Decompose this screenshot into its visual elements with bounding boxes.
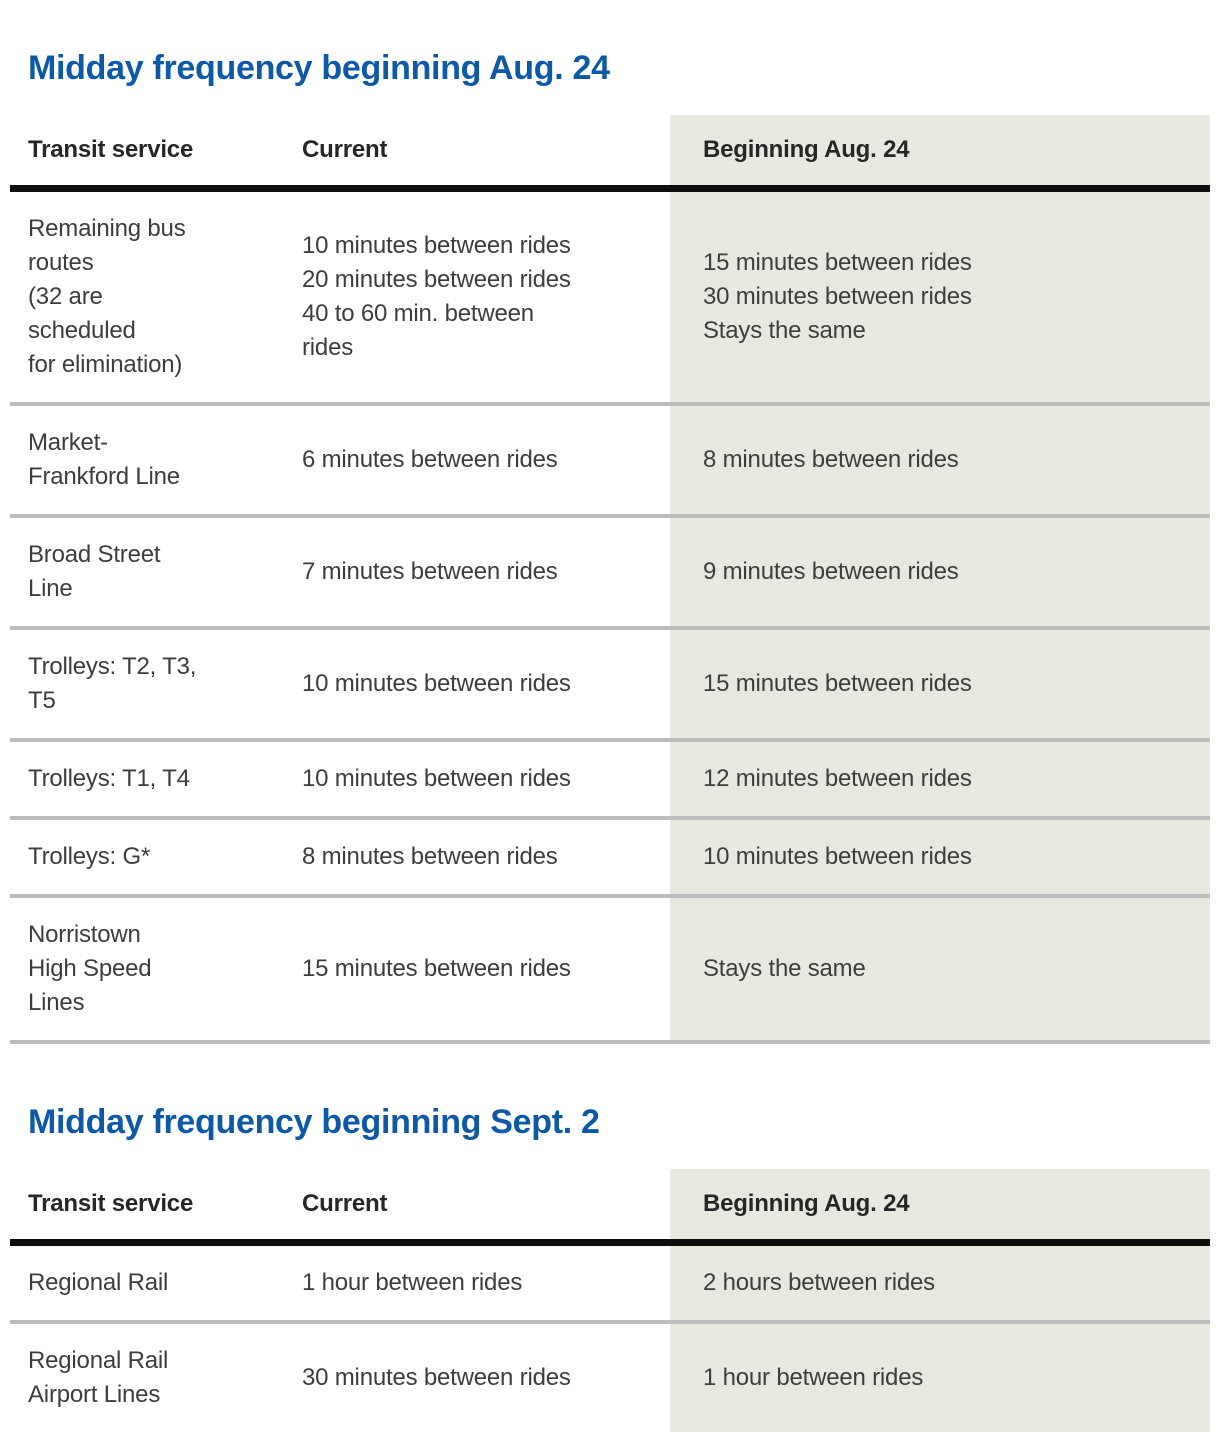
table-row: [10, 518, 1210, 630]
cell-line: T5: [28, 687, 56, 714]
transit-service-cell: [10, 630, 292, 738]
beginning-cell: [670, 742, 1210, 816]
cell-line: Line: [28, 575, 73, 602]
cell-line: 40 to 60 min. between: [302, 300, 534, 327]
column-header-beginning: Beginning Aug. 24: [670, 115, 1210, 185]
table-section-aug24: [10, 48, 1210, 1044]
cell-line: 12 minutes between rides: [703, 765, 972, 792]
table-title-sept2: Midday frequency beginning Sept. 2: [28, 1103, 600, 1141]
current-cell: [292, 1246, 670, 1320]
table-header-row: [10, 1169, 1210, 1246]
cell-line: 15 minutes between rides: [302, 955, 571, 982]
beginning-cell: [670, 898, 1210, 1040]
cell-line: 1 hour between rides: [703, 1364, 924, 1391]
transit-service-cell: [10, 1246, 292, 1320]
cell-line: 10 minutes between rides: [302, 232, 571, 259]
cell-line: (32 are: [28, 283, 103, 310]
cell-line: 1 hour between rides: [302, 1269, 523, 1296]
beginning-cell: [670, 630, 1210, 738]
table-header-row: [10, 115, 1210, 192]
table-row: [10, 406, 1210, 518]
transit-service-cell: [10, 192, 292, 402]
cell-line: 9 minutes between rides: [703, 558, 959, 585]
beginning-cell: [670, 1246, 1210, 1320]
transit-service-cell: [10, 742, 292, 816]
current-cell: [292, 1324, 670, 1432]
current-cell: [292, 742, 670, 816]
cell-line: Frankford Line: [28, 463, 180, 490]
current-cell: [292, 898, 670, 1040]
column-header-beginning: Beginning Aug. 24: [670, 1169, 1210, 1239]
column-header-transit-service: Transit service: [28, 1190, 194, 1217]
transit-service-cell: [10, 898, 292, 1040]
cell-line: 15 minutes between rides: [703, 670, 972, 697]
column-header-current: Current: [302, 136, 388, 163]
table-section-sept2: [10, 1102, 1210, 1432]
cell-line: 6 minutes between rides: [302, 446, 558, 473]
cell-line: 10 minutes between rides: [302, 765, 571, 792]
beginning-cell: [670, 820, 1210, 894]
transit-service-cell: [10, 820, 292, 894]
cell-line: Norristown: [28, 921, 141, 948]
beginning-cell: [670, 518, 1210, 626]
cell-line: 7 minutes between rides: [302, 558, 558, 585]
cell-line: Broad Street: [28, 541, 161, 568]
table-row: [10, 742, 1210, 820]
cell-line: 30 minutes between rides: [302, 1364, 571, 1391]
table-title-aug24: Midday frequency beginning Aug. 24: [28, 49, 610, 87]
cell-line: Airport Lines: [28, 1381, 161, 1408]
cell-line: 8 minutes between rides: [302, 843, 558, 870]
table-row: [10, 1246, 1210, 1324]
table-body: [10, 1246, 1210, 1432]
cell-line: 8 minutes between rides: [703, 446, 959, 473]
cell-line: Trolleys: G*: [28, 843, 151, 870]
cell-line: Trolleys: T2, T3,: [28, 653, 197, 680]
table-row: [10, 898, 1210, 1044]
column-header-transit-service: Transit service: [28, 136, 194, 163]
cell-line: 15 minutes between rides: [703, 249, 972, 276]
cell-line: Stays the same: [703, 955, 866, 982]
cell-line: Regional Rail: [28, 1347, 169, 1374]
transit-service-cell: [10, 1324, 292, 1432]
transit-service-cell: [10, 406, 292, 514]
cell-line: scheduled: [28, 317, 136, 344]
cell-line: High Speed: [28, 955, 152, 982]
beginning-cell: [670, 406, 1210, 514]
table-row: [10, 1324, 1210, 1432]
table-body: [10, 192, 1210, 1044]
table-row: [10, 630, 1210, 742]
current-cell: [292, 406, 670, 514]
beginning-cell: [670, 192, 1210, 402]
cell-line: Remaining bus: [28, 215, 186, 242]
transit-service-cell: [10, 518, 292, 626]
current-cell: [292, 192, 670, 402]
cell-line: 20 minutes between rides: [302, 266, 571, 293]
table-row: [10, 192, 1210, 406]
current-cell: [292, 820, 670, 894]
cell-line: 10 minutes between rides: [302, 670, 571, 697]
cell-line: Trolleys: T1, T4: [28, 765, 190, 792]
column-header-current: Current: [302, 1190, 388, 1217]
cell-line: rides: [302, 334, 354, 361]
table-row: [10, 820, 1210, 898]
cell-line: 30 minutes between rides: [703, 283, 972, 310]
current-cell: [292, 518, 670, 626]
cell-line: Regional Rail: [28, 1269, 169, 1296]
cell-line: Lines: [28, 989, 85, 1016]
cell-line: 2 hours between rides: [703, 1269, 935, 1296]
cell-line: 10 minutes between rides: [703, 843, 972, 870]
cell-line: routes: [28, 249, 94, 276]
cell-line: Market-: [28, 429, 108, 456]
cell-line: for elimination): [28, 351, 183, 378]
current-cell: [292, 630, 670, 738]
cell-line: Stays the same: [703, 317, 866, 344]
beginning-cell: [670, 1324, 1210, 1432]
